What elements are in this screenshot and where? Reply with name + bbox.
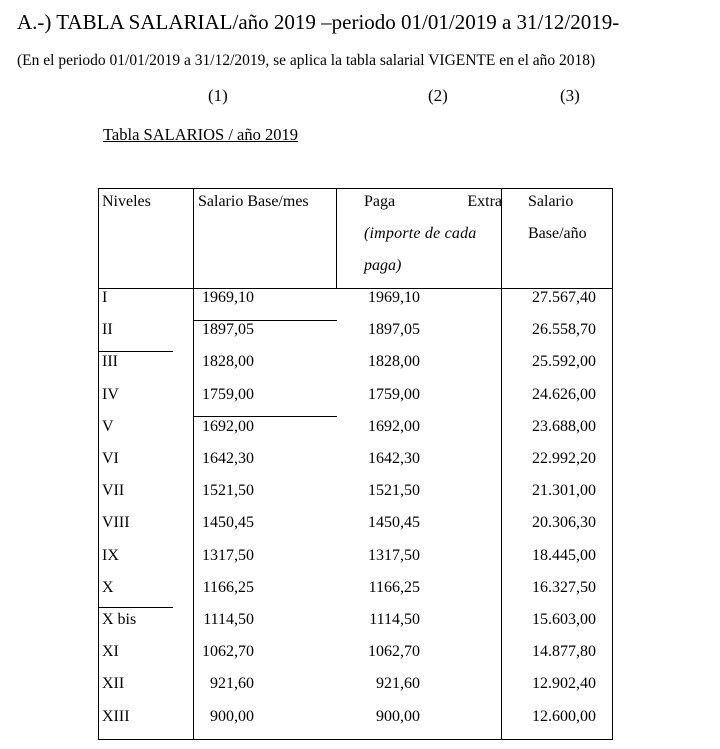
cell-base-mes: 1062,70: [202, 643, 254, 660]
cell-base-ano: 15.603,00: [532, 611, 596, 628]
cell-base-mes: 1450,45: [202, 514, 254, 531]
table-border-left: [98, 188, 99, 740]
table-subtitle: Tabla SALARIOS / año 2019: [103, 125, 298, 144]
cell-base-ano: 14.877,80: [532, 643, 596, 660]
header-paga-extra: [364, 186, 502, 282]
cell-paga-extra: 1759,00: [368, 386, 420, 403]
cell-nivel: IV: [102, 386, 119, 403]
column-number-3: (3): [560, 86, 580, 105]
cell-paga-extra: 1521,50: [368, 482, 420, 499]
header-niveles: Niveles: [102, 193, 151, 210]
cell-base-ano: 16.327,50: [532, 579, 596, 596]
cell-paga-extra: 1897,05: [368, 321, 420, 338]
cell-base-ano: 12.902,40: [532, 675, 596, 692]
period-note: (En el periodo 01/01/2019 a 31/12/2019, se aplica la tabla salarial VIGENTE en el año 2018): [17, 52, 596, 69]
cell-nivel: III: [102, 353, 118, 370]
cell-base-mes: 921,60: [210, 675, 254, 692]
cell-paga-extra: 1450,45: [368, 514, 420, 531]
row-line: [98, 351, 173, 352]
cell-nivel: VIII: [102, 514, 130, 531]
header-salario-base-ano-line2: Base/año: [528, 225, 587, 242]
cell-paga-extra: 921,60: [376, 675, 420, 692]
cell-paga-extra: 1828,00: [368, 353, 420, 370]
cell-base-ano: 20.306,30: [532, 514, 596, 531]
cell-base-mes: 1897,05: [202, 321, 254, 338]
header-paga-extra-line2: (importe de cada: [364, 225, 477, 242]
header-paga-extra-word2: Extra: [467, 193, 502, 210]
cell-paga-extra: 900,00: [376, 708, 420, 725]
cell-base-mes: 1642,30: [202, 450, 254, 467]
cell-base-mes: 1692,00: [202, 418, 254, 435]
cell-base-ano: 12.600,00: [532, 708, 596, 725]
header-salario-base-ano-line1: Salario: [528, 193, 574, 210]
cell-base-mes: 1317,50: [202, 547, 254, 564]
cell-paga-extra: 1317,50: [368, 547, 420, 564]
cell-base-ano: 23.688,00: [532, 418, 596, 435]
cell-base-ano: 18.445,00: [532, 547, 596, 564]
cell-nivel: II: [102, 321, 113, 338]
cell-nivel: I: [102, 289, 108, 306]
cell-paga-extra: 1969,10: [368, 289, 420, 306]
column-divider-1: [193, 188, 194, 740]
header-paga-extra-line3: paga): [364, 257, 402, 274]
cell-base-mes: 900,00: [210, 708, 254, 725]
cell-base-ano: 26.558,70: [532, 321, 596, 338]
column-number-1: (1): [208, 86, 228, 105]
column-divider-2: [336, 188, 337, 289]
cell-nivel: X bis: [102, 611, 137, 628]
cell-nivel: X: [102, 579, 114, 596]
table-border-bottom: [98, 739, 613, 740]
row-line: [98, 607, 173, 608]
cell-base-mes: 1828,00: [202, 353, 254, 370]
column-number-2: (2): [428, 86, 448, 105]
cell-paga-extra: 1062,70: [368, 643, 420, 660]
cell-base-ano: 21.301,00: [532, 482, 596, 499]
cell-paga-extra: 1692,00: [368, 418, 420, 435]
cell-base-mes: 1759,00: [202, 386, 254, 403]
cell-paga-extra: 1642,30: [368, 450, 420, 467]
cell-base-mes: 1114,50: [203, 611, 254, 628]
cell-nivel: VII: [102, 482, 125, 499]
cell-nivel: XIII: [102, 708, 130, 725]
cell-paga-extra: 1114,50: [369, 611, 420, 628]
header-salario-base-mes: Salario Base/mes: [198, 193, 309, 210]
cell-nivel: VI: [102, 450, 119, 467]
row-line: [193, 416, 337, 417]
cell-base-ano: 25.592,00: [532, 353, 596, 370]
cell-base-mes: 1521,50: [202, 482, 254, 499]
cell-base-ano: 27.567,40: [532, 289, 596, 306]
cell-base-ano: 22.992,20: [532, 450, 596, 467]
cell-base-mes: 1166,25: [202, 579, 254, 596]
cell-nivel: XII: [102, 675, 125, 692]
cell-nivel: IX: [102, 547, 119, 564]
cell-paga-extra: 1166,25: [368, 579, 420, 596]
cell-base-ano: 24.626,00: [532, 386, 596, 403]
header-paga-extra-word1: Paga: [364, 193, 396, 210]
cell-nivel: V: [102, 418, 114, 435]
table-border-right: [612, 188, 613, 740]
cell-nivel: XI: [102, 643, 119, 660]
document-heading: A.-) TABLA SALARIAL/año 2019 –periodo 01/01/2019 a 31/12/2019-: [17, 10, 620, 34]
cell-base-mes: 1969,10: [202, 289, 254, 306]
